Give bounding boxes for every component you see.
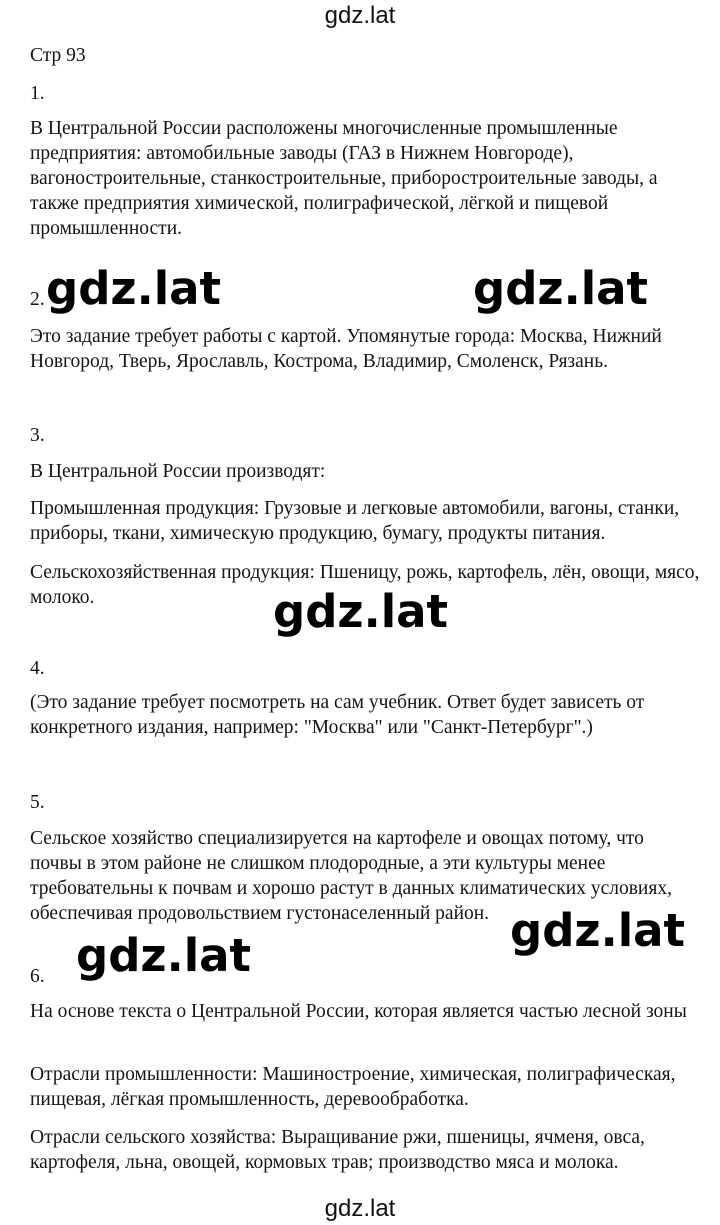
- site-header-label: gdz.lat: [324, 2, 396, 29]
- section-4-paragraph: (Это задание требует посмотреть на сам учебник. Ответ будет зависеть от конкретного издания, например: "Москва" или "Санкт-Петербург".): [30, 692, 645, 738]
- page-reference: Стр 93: [30, 45, 86, 66]
- section-3-industrial-products: Промышленная продукция: Грузовые и легковые автомобили, вагоны, станки, приборы, ткани, химическую продукцию, бумагу, продукты питания.: [30, 498, 680, 544]
- section-3-intro: В Центральной России производят:: [30, 461, 326, 482]
- watermark-logo: gdz.lat: [273, 585, 449, 638]
- section-5-number: 5.: [30, 792, 45, 813]
- section-5-paragraph: Сельское хозяйство специализируется на картофеле и овощах потому, что почвы в этом районе не слишком плодородные, а эти культуры менее требовательны к почвам и хорошо растут в данных климатических условиях, обеспечивая продовольствием густонаселенный район.: [30, 828, 672, 924]
- section-1-paragraph: В Центральной России расположены многочисленные промышленные предприятия: автомобильные заводы (ГАЗ в Нижнем Новгороде), вагоностроительные, станкостроительные, приборостроительные заводы, а также предприятия химической, полиграфической, лёгкой и пищевой промышленности.: [30, 118, 658, 239]
- section-1-number: 1.: [30, 83, 45, 104]
- watermark-logo: gdz.lat: [510, 904, 686, 957]
- watermark-logo: gdz.lat: [76, 929, 252, 982]
- section-6-agriculture: Отрасли сельского хозяйства: Выращивание ржи, пшеницы, ячменя, овса, картофеля, льна, овощей, кормовых трав; производство мяса и молока.: [30, 1127, 645, 1173]
- section-2-number: 2.: [30, 289, 45, 310]
- section-2-paragraph: Это задание требует работы с картой. Упомянутые города: Москва, Нижний Новгород, Тверь, Ярославль, Кострома, Владимир, Смоленск, Рязань.: [30, 326, 662, 372]
- section-4-number: 4.: [30, 658, 45, 679]
- section-6-number: 6.: [30, 966, 45, 987]
- watermark-logo: gdz.lat: [46, 262, 222, 315]
- section-3-number: 3.: [30, 425, 45, 446]
- section-3-agricultural-products: Сельскохозяйственная продукция: Пшеницу, рожь, картофель, лён, овощи, мясо, молоко.: [30, 562, 700, 608]
- section-6-intro: На основе текста о Центральной России, которая является частью лесной зоны: [30, 1001, 687, 1022]
- watermark-logo: gdz.lat: [473, 262, 649, 315]
- section-6-industries: Отрасли промышленности: Машиностроение, химическая, полиграфическая, пищевая, лёгкая промышленность, деревообработка.: [30, 1064, 676, 1110]
- site-footer-label: gdz.lat: [324, 1195, 396, 1222]
